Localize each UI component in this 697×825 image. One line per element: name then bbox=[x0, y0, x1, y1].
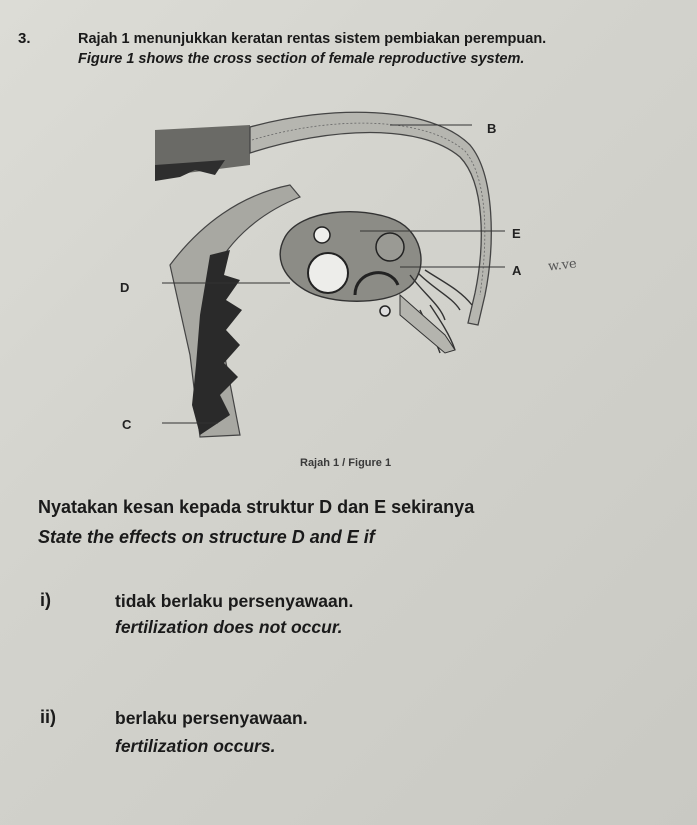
follicle-small bbox=[314, 227, 330, 243]
item-2-text-malay: berlaku persenyawaan. bbox=[115, 708, 308, 728]
item-2-number: ii) bbox=[40, 707, 56, 727]
corpus-luteum bbox=[376, 233, 404, 261]
item-1-number: i) bbox=[40, 590, 51, 610]
reproductive-system-figure bbox=[100, 105, 560, 450]
question-text-english: Figure 1 shows the cross section of female reproductive system. bbox=[78, 51, 525, 67]
figure-caption: Rajah 1 / Figure 1 bbox=[300, 457, 392, 469]
item-1-text-malay: tidak berlaku persenyawaan. bbox=[115, 591, 354, 611]
label-c: C bbox=[122, 417, 132, 432]
handwritten-note: w.ve bbox=[547, 256, 578, 275]
question-number: 3. bbox=[18, 30, 31, 47]
label-b: B bbox=[487, 121, 497, 136]
ovum bbox=[380, 306, 390, 316]
follicle-large bbox=[308, 253, 348, 293]
label-e: E bbox=[512, 226, 521, 241]
instruction-english: State the effects on structure D and E if bbox=[38, 527, 375, 547]
item-1-text-english: fertilization does not occur. bbox=[115, 617, 343, 637]
question-text-malay: Rajah 1 menunjukkan keratan rentas sistem pembiakan perempuan. bbox=[78, 31, 547, 47]
label-a: A bbox=[512, 263, 522, 278]
label-d: D bbox=[120, 280, 130, 295]
item-2-text-english: fertilization occurs. bbox=[115, 736, 276, 756]
instruction-malay: Nyatakan kesan kepada struktur D dan E sekiranya bbox=[38, 497, 475, 517]
